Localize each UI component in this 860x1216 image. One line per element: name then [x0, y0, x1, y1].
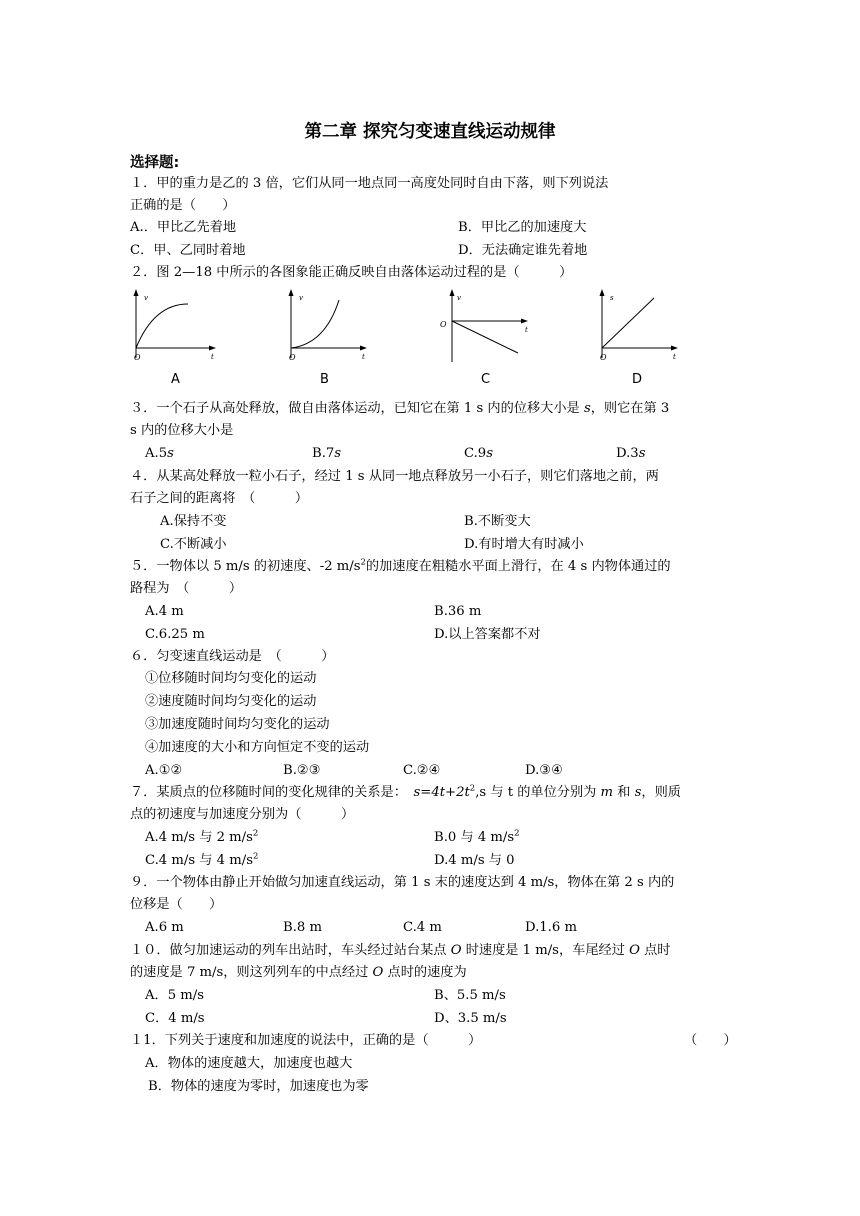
q10-stem-line1: １０．做匀加速运动的列车出站时，车头经过站台某点 O 时速度是 1 m/s，车尾经过 O 点时: [130, 943, 671, 958]
q7-option-b: B.0 与 4 $m/s^2$: [434, 828, 520, 845]
q3-stem-line2: s 内的位移大小是: [130, 423, 234, 438]
q4-stem-line1: ４．从某高处释放一粒小石子，经过 1 s 从同一地点释放另一小石子，则它们落地之前，两: [130, 469, 659, 484]
page-title: 第二章 探究匀变速直线运动规律: [304, 122, 556, 142]
q11-option-b: B．物体的速度为零时，加速度也为零: [148, 1079, 369, 1094]
q4-option-d: D.有时增大有时减小: [464, 537, 584, 552]
q7-stem-line2: 点的初速度与加速度分别为（ ）: [130, 807, 355, 822]
q7-stem-line1: ７．某质点的位移随时间的变化规律的关系是： $s=4t+2t^2,s$ 与 t 的单位分别为 m 和 s，则质: [130, 783, 681, 800]
q1-option-b: B．甲比乙的加速度大: [458, 220, 587, 235]
q1-stem-line2: 正确的是（ ）: [130, 198, 236, 213]
q6-option-b: B.②③: [283, 763, 321, 778]
q6-option-d: D.③④: [525, 763, 563, 778]
q1-option-c: C．甲、乙同时着地: [130, 243, 246, 258]
graph-b-origin: O: [289, 353, 296, 362]
graph-a-xaxis-label: t: [211, 353, 214, 361]
q10-option-c: C．4 m/s: [145, 1011, 205, 1026]
q6-statement-2: ②速度随时间均匀变化的运动: [145, 694, 317, 709]
graph-a-yaxis-label: v: [144, 294, 148, 302]
graph-b-yaxis-label: v: [299, 294, 303, 302]
graph-a-origin: O: [134, 353, 141, 362]
graph-c-label: C: [481, 372, 491, 387]
graph-d: [590, 286, 690, 366]
graph-a-label: A: [171, 372, 180, 387]
q5-option-c: C.6.25 m: [145, 627, 205, 642]
q3-stem-line1: ３．一个石子从高处释放，做自由落体运动，已知它在第 1 s 内的位移大小是 s，则它在第 3: [130, 401, 670, 416]
q4-option-b: B.不断变大: [464, 514, 531, 529]
graph-d-origin: O: [600, 353, 607, 362]
graph-b: [279, 286, 379, 366]
q10-option-d: D、3.5 m/s: [434, 1011, 507, 1026]
q5-stem-line2: 路程为 （ ）: [130, 581, 243, 596]
graph-a: [124, 286, 224, 366]
q11-stem-line1: １1．下列关于速度和加速度的说法中，正确的是（ ）: [130, 1033, 482, 1048]
q6-statement-4: ④加速度的大小和方向恒定不变的运动: [145, 740, 370, 755]
q10-stem-line2: 的速度是 7 m/s，则这列列车的中点经过 O 点时的速度为: [130, 965, 467, 980]
q1-option-a: A.．甲比乙先着地: [130, 220, 237, 235]
q6-stem-line1: ６．匀变速直线运动是 （ ）: [130, 649, 335, 664]
q6-option-a: A.①②: [145, 763, 183, 778]
q5-option-a: A.4 m: [145, 604, 184, 619]
q3-option-b: B.7s: [312, 446, 342, 461]
graph-b-xaxis-label: t: [362, 353, 365, 361]
q10-option-b: B、5.5 m/s: [434, 988, 506, 1003]
q6-statement-1: ①位移随时间均匀变化的运动: [145, 671, 317, 686]
q5-stem-line1: ５．一物体以 5 m/s 的初速度、-2 $m/s^2$的加速度在粗糙水平面上滑行，在 4 s 内物体通过的: [130, 557, 671, 574]
q1-option-d: D．无法确定谁先着地: [458, 243, 588, 258]
graph-d-yaxis-label: s: [610, 294, 614, 302]
q9-option-c: C.4 m: [403, 920, 442, 935]
graph-d-xaxis-label: t: [673, 353, 676, 361]
graph-c-yaxis-label: v: [457, 294, 461, 302]
graph-d-label: D: [632, 372, 643, 387]
q9-stem-line1: ９．一个物体由静止开始做匀加速直线运动，第 1 s 末的速度达到 4 m/s，物体在第 2 s 内的: [130, 875, 675, 890]
q10-option-a: A．5 m/s: [145, 988, 205, 1003]
q4-option-c: C.不断减小: [160, 537, 227, 552]
q3-option-c: C.9s: [464, 446, 493, 461]
q5-option-b: B.36 m: [434, 604, 482, 619]
q7-option-a: A.4 m/s 与 2 $m/s^2$: [145, 828, 259, 845]
q9-option-a: A.6 m: [145, 920, 184, 935]
q9-stem-line2: 位移是（ ）: [130, 897, 223, 912]
q2-stem-line1: ２．图 2—18 中所示的各图象能正确反映自由落体运动过程的是（ ）: [130, 265, 573, 280]
graph-c-xaxis-label: t: [525, 326, 528, 334]
graph-b-label: B: [320, 372, 329, 387]
q3-option-a: A.5s: [145, 446, 174, 461]
q5-option-d: D.以上答案都不对: [434, 627, 541, 642]
q4-option-a: A.保持不变: [160, 514, 227, 529]
q7-option-d: D.4 m/s 与 0: [434, 853, 515, 868]
q6-statement-3: ③加速度随时间均匀变化的运动: [145, 717, 330, 732]
q9-option-d: D.1.6 m: [525, 920, 577, 935]
q1-stem-line1: １．甲的重力是乙的 3 倍，它们从同一地点同一高度处同时自由下落，则下列说法: [130, 176, 609, 191]
q6-option-c: C.②④: [403, 763, 441, 778]
graph-c-origin: O: [440, 320, 447, 329]
q11-option-a: A．物体的速度越大，加速度也越大: [145, 1056, 353, 1071]
q9-option-b: B.8 m: [283, 920, 322, 935]
graph-c: [432, 286, 542, 366]
q11-answer-bracket: （ ）: [684, 1033, 737, 1048]
section-heading: 选择题:: [130, 155, 180, 171]
q7-option-c: C.4 m/s 与 4 $m/s^2$: [145, 851, 259, 868]
q4-stem-line2: 石子之间的距离将 （ ）: [130, 491, 309, 506]
q3-option-d: D.3s: [616, 446, 646, 461]
